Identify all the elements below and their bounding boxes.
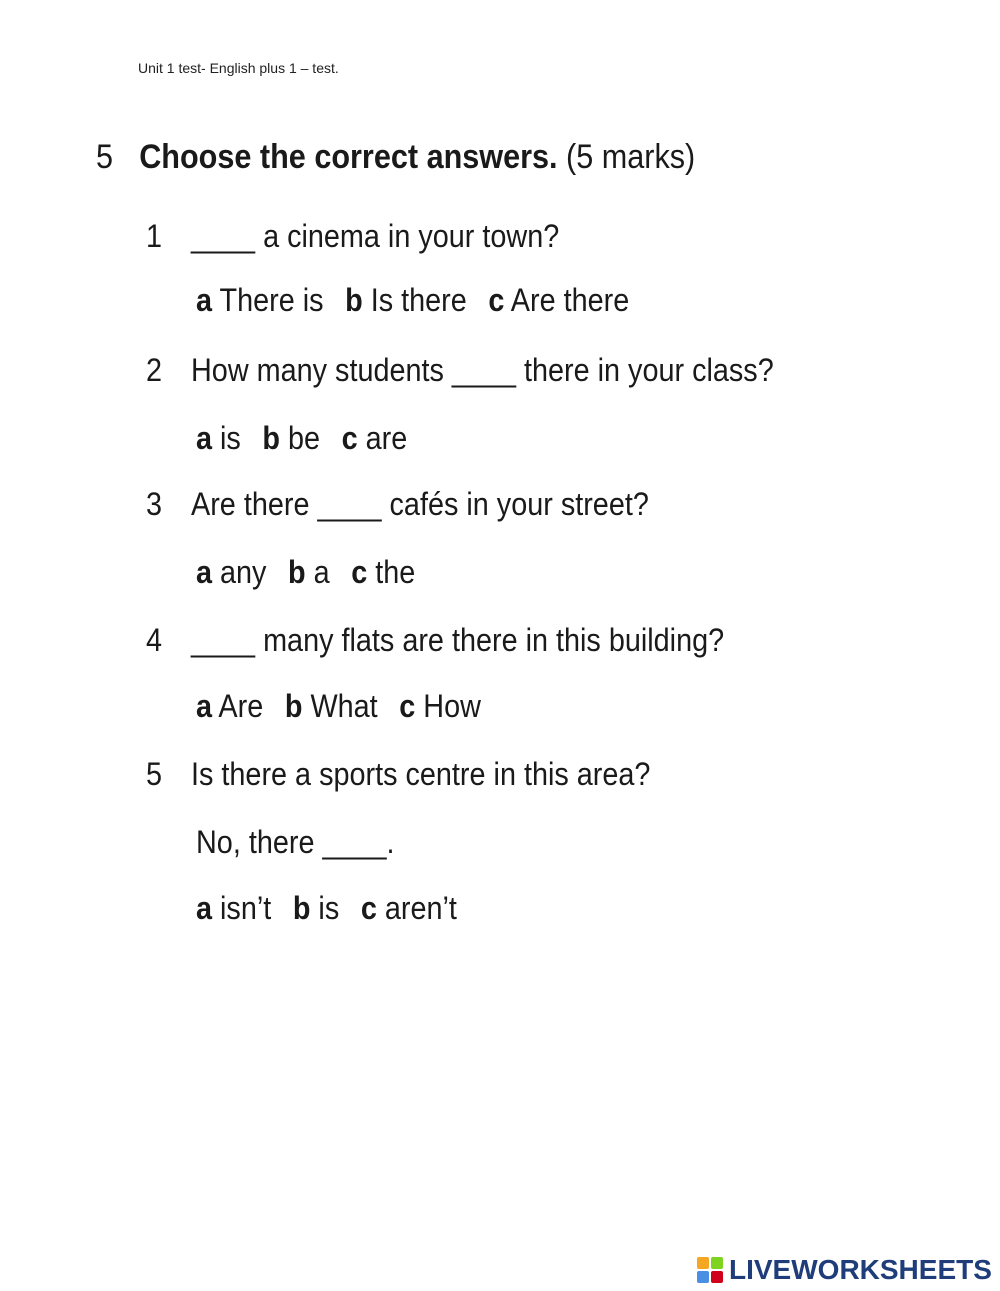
option-letter: b [292,890,311,926]
question-text: Are there ____ cafés in your street? [191,486,649,522]
option-letter: c [360,890,377,926]
question-text: ____ many flats are there in this building? [191,622,725,658]
option-letter: b [284,688,303,724]
question-5-options [196,886,457,930]
option-letter: c [488,282,505,318]
question-2 [146,348,774,392]
exercise-number: 5 [96,138,114,176]
question-number: 1 [146,218,163,254]
exercise-marks: (5 marks) [566,138,696,176]
option-letter: b [345,282,363,318]
liveworksheets-logo [697,1254,992,1286]
option-letter: a [196,890,213,926]
exercise-title [96,132,870,182]
question-1 [146,214,559,258]
page-header: Unit 1 test- English plus 1 – test. [138,60,339,76]
exercise-instruction: Choose the correct answers. [139,138,558,176]
option-letter: c [341,420,358,456]
option-letter: c [399,688,416,724]
option-letter: c [351,554,368,590]
question-number: 5 [146,756,163,792]
option-a[interactable]: Are [218,688,264,724]
logo-square [711,1271,723,1283]
question-1-options [196,278,629,322]
logo-icon [697,1257,723,1283]
question-number: 3 [146,486,163,522]
question-4-options [196,684,481,728]
option-b[interactable]: a [313,554,330,590]
question-text: ____ a cinema in your town? [191,218,560,254]
question-text: How many students ____ there in your class? [191,352,774,388]
option-b[interactable]: What [310,688,378,724]
option-c[interactable]: aren’t [384,890,457,926]
question-5 [146,752,650,796]
option-a[interactable]: is [220,420,241,456]
logo-square [697,1271,709,1283]
option-b[interactable]: be [288,420,321,456]
logo-square [711,1257,723,1269]
option-a[interactable]: any [220,554,267,590]
option-letter: a [196,282,213,318]
question-3-options [196,550,415,594]
logo-square [697,1257,709,1269]
option-a[interactable]: isn’t [220,890,272,926]
option-c[interactable]: How [423,688,481,724]
option-letter: a [196,688,213,724]
question-4 [146,618,724,662]
question-number: 4 [146,622,163,658]
option-b[interactable]: is [318,890,340,926]
option-c[interactable]: Are there [510,282,630,318]
option-b[interactable]: Is there [370,282,467,318]
option-letter: b [288,554,306,590]
question-3 [146,482,649,526]
question-text: Is there a sports centre in this area? [191,756,651,792]
option-letter: b [262,420,281,456]
option-c[interactable]: are [365,420,408,456]
option-c[interactable]: the [375,554,416,590]
option-a[interactable]: There is [219,282,324,318]
exercise-5 [96,132,956,926]
question-number: 2 [146,352,163,388]
question-5-followup: No, there ____. [196,824,395,860]
logo-text: LIVEWORKSHEETS [729,1254,992,1285]
question-2-options [196,416,407,460]
option-letter: a [196,420,213,456]
option-letter: a [196,554,213,590]
